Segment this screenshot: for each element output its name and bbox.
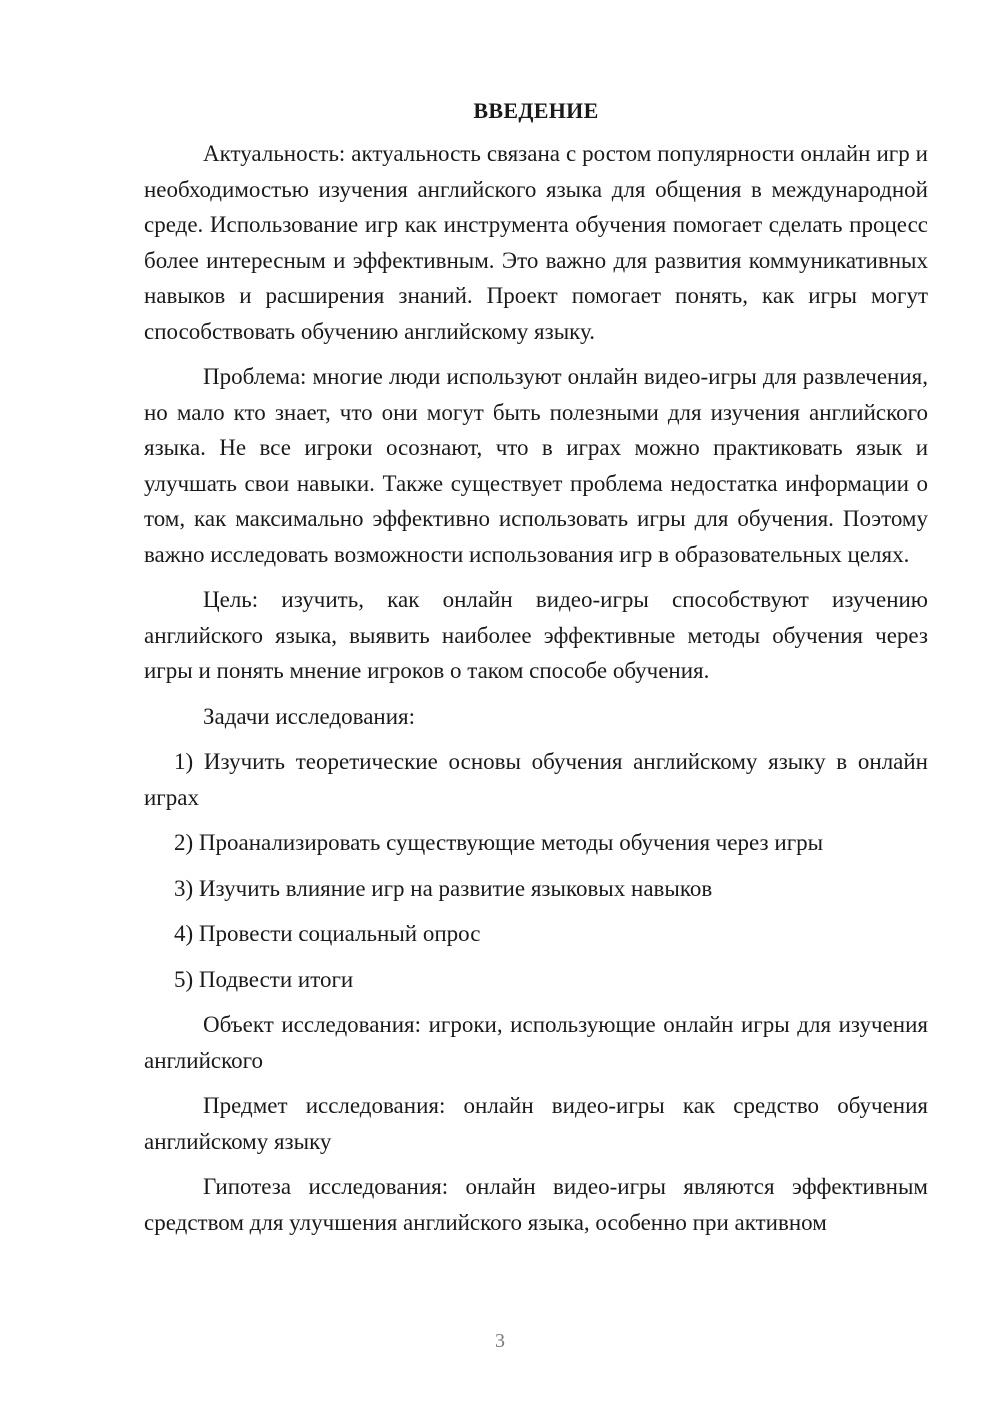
tasks-heading: Задачи исследования: bbox=[203, 703, 416, 729]
task-item: 1) Изучить теоретические основы обучения английскому языку в онлайн играх bbox=[144, 749, 928, 810]
problem-paragraph: Проблема: многие люди используют онлайн видео-игры для развлечения, но мало кто знает, что они могут быть полезными для изучения английского языка. Не все игроки осознают, что в играх можно практиковать язык и улучшать свои навыки. Также существует проблема недостатка информации о том, как максимально эффективно использовать игры для обучения. Поэтому важно исследовать возможности использования игр в образовательных целях. bbox=[144, 364, 928, 567]
subject-paragraph: Предмет исследования: онлайн видео-игры как средство обучения английскому языку bbox=[144, 1093, 928, 1154]
object-paragraph: Объект исследования: игроки, использующие онлайн игры для изучения английского bbox=[144, 1012, 928, 1073]
hypothesis-paragraph: Гипотеза исследования: онлайн видео-игры являются эффективным средством для улучшения английского языка, особенно при активном bbox=[144, 1174, 928, 1235]
task-item: 3) Изучить влияние игр на развитие языковых навыков bbox=[174, 875, 713, 901]
task-item: 4) Провести социальный опрос bbox=[174, 921, 481, 946]
page-number: 3 bbox=[495, 1330, 505, 1352]
section-title: ВВЕДЕНИЕ bbox=[473, 98, 599, 123]
goal-paragraph: Цель: изучить, как онлайн видео-игры способствуют изучению английского языка, выявить наиболее эффективные методы обучения через игры и понять мнение игроков о таком способе обучения. bbox=[144, 587, 928, 683]
relevance-paragraph: Актуальность: актуальность связана с ростом популярности онлайн игр и необходимостью изучения английского языка для общения в международной среде. Использование игр как инструмента обучения помогает сделать процесс более интересным и эффективным. Это важно для развития коммуникативных навыков и расширения знаний. Проект помогает понять, как игры могут способствовать обучению английскому языку. bbox=[144, 141, 928, 344]
task-item: 2) Проанализировать существующие методы обучения через игры bbox=[174, 830, 824, 855]
task-item: 5) Подвести итоги bbox=[174, 966, 354, 992]
tasks-list bbox=[144, 744, 928, 997]
page-content bbox=[144, 96, 928, 1250]
